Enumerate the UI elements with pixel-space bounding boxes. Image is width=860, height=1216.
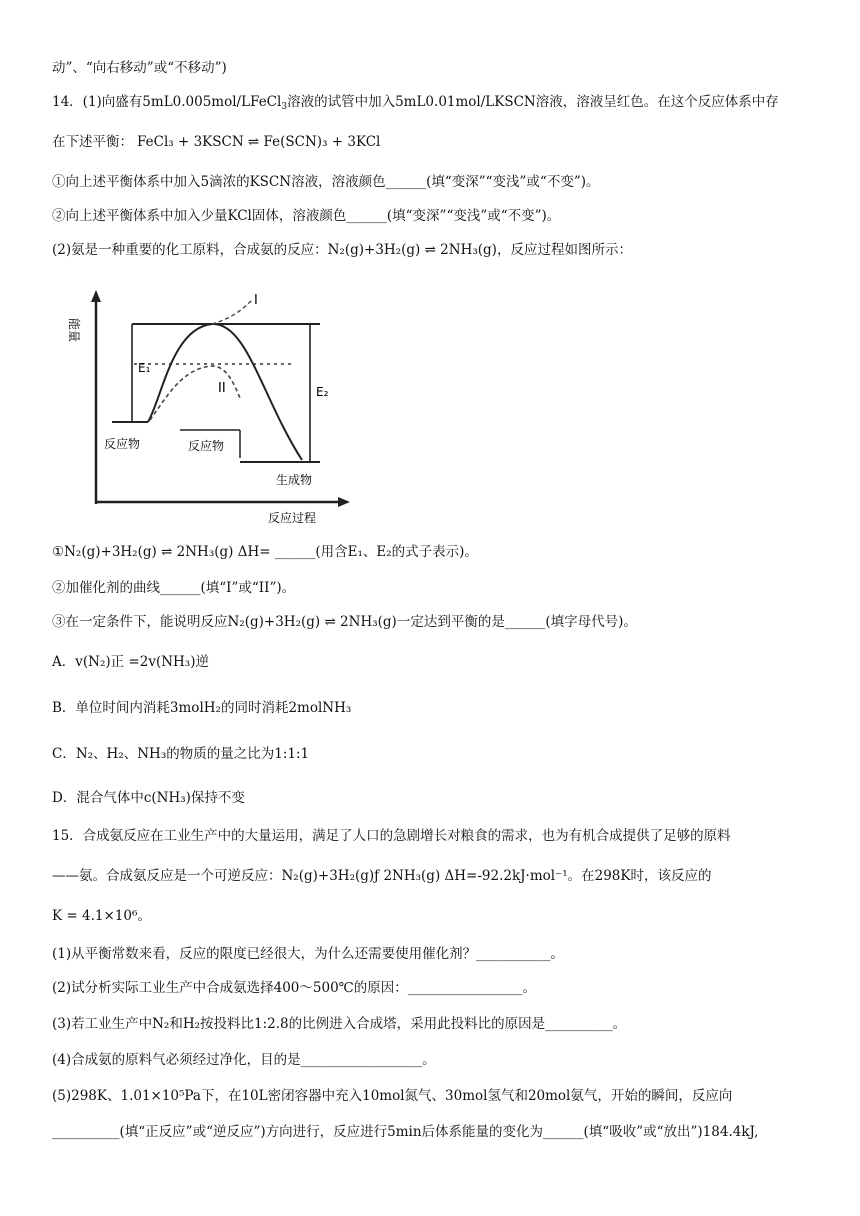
equation: FeCl₃ + 3KSCN ⇌ Fe(SCN)₃ + 3KCl [137, 134, 381, 150]
curve-i-extension [212, 300, 252, 324]
question-15-line: (5)298K、1.01×10⁵Pa下，在10L密闭容器中充入10mol氮气、30mol氢气和20mol氨气，开始的瞬间，反应向 [52, 1088, 733, 1104]
question-15-line: __________(填“正反应”或“逆反应”)方向进行，反应进行5min后体系能量的变化为______(填“吸收”或“放出”)184.4kJ, [52, 1124, 759, 1140]
option-d: D．混合气体中c(NH₃)保持不变 [52, 790, 245, 806]
curve-ii [150, 366, 240, 420]
energy-profile-diagram [62, 288, 362, 528]
text-line: ②向上述平衡体系中加入少量KCl固体，溶液颜色______(填“变深”“变浅”或“不变”)。 [52, 208, 561, 224]
text-line: (2)氨是一种重要的化工原料，合成氨的反应：N₂(g)+3H₂(g) ⇌ 2NH₃(g)，反应过程如图所示： [52, 242, 632, 258]
text-span: 14．(1)向盛有5mL0.005mol/LFeCl [52, 94, 282, 110]
reactants-label-2: 反应物 [188, 439, 225, 453]
e2-label: E₂ [316, 385, 329, 399]
question-15-line: (4)合成氨的原料气必须经过净化，目的是__________________。 [52, 1052, 436, 1068]
text-line: ①N₂(g)+3H₂(g) ⇌ 2NH₃(g) ΔH= ______(用含E₁、E₂的式子表示)。 [52, 544, 478, 560]
curve-i-label: I [254, 293, 258, 308]
text-line: 动”、“向右移动”或“不移动”) [52, 60, 227, 76]
option-a: A．v(N₂)正 =2v(NH₃)逆 [52, 654, 209, 670]
question-15-line: K = 4.1×10⁶。 [52, 908, 151, 924]
curve-ii-label: II [218, 381, 226, 396]
products-label: 生成物 [276, 473, 313, 487]
question-14-intro: 14．(1)向盛有5mL0.005mol/LFeCl$_3$溶液的试管中加入5mL0.01mol/LKSCN溶液，溶液呈红色。在这个反应体系中存 [52, 94, 779, 112]
question-15-line: (1)从平衡常数来看，反应的限度已经很大，为什么还需要使用催化剂？___________。 [52, 946, 564, 962]
text-line: ①向上述平衡体系中加入5滴浓的KSCN溶液，溶液颜色______(填“变深”“变浅”或“不变”)。 [52, 174, 600, 190]
option-c: C．N₂、H₂、NH₃的物质的量之比为1:1:1 [52, 746, 310, 762]
y-axis-arrow [91, 290, 101, 302]
question-15-line: (2)试分析实际工业生产中合成氨选择400～500℃的原因：_________________。 [52, 980, 537, 996]
y-axis-label: 能量 [67, 318, 81, 343]
reactants-label: 反应物 [104, 437, 141, 451]
text-line: ②加催化剂的曲线______(填“I”或“II”)。 [52, 580, 296, 596]
text-line: ③在一定条件下，能说明反应N₂(g)+3H₂(g) ⇌ 2NH₃(g)一定达到平衡的是______(填字母代号)。 [52, 614, 637, 630]
text-span: 溶液的试管中加入5mL0.01mol/LKSCN溶液，溶液呈红色。在这个反应体系中存 [287, 94, 779, 110]
question-15-line: (3)若工业生产中N₂和H₂按投料比1:2.8的比例进入合成塔，采用此投料比的原因是__________。 [52, 1016, 627, 1032]
option-b: B．单位时间内消耗3molH₂的同时消耗2molNH₃ [52, 700, 352, 716]
question-15-line: 15．合成氨反应在工业生产中的大量运用，满足了人口的急剧增长对粮食的需求，也为有机合成提供了足够的原料 [52, 828, 731, 844]
x-axis-label: 反应过程 [268, 511, 317, 525]
question-15-line: ——氨。合成氨反应是一个可逆反应：N₂(g)+3H₂(g)ƒ 2NH₃(g) ΔH=-92.2kJ·mol⁻¹。在298K时，该反应的 [52, 868, 712, 884]
x-axis-arrow [338, 497, 350, 507]
text-span: 在下述平衡： [52, 134, 133, 150]
equilibrium-equation [52, 132, 830, 152]
e1-label: E₁ [138, 361, 151, 375]
